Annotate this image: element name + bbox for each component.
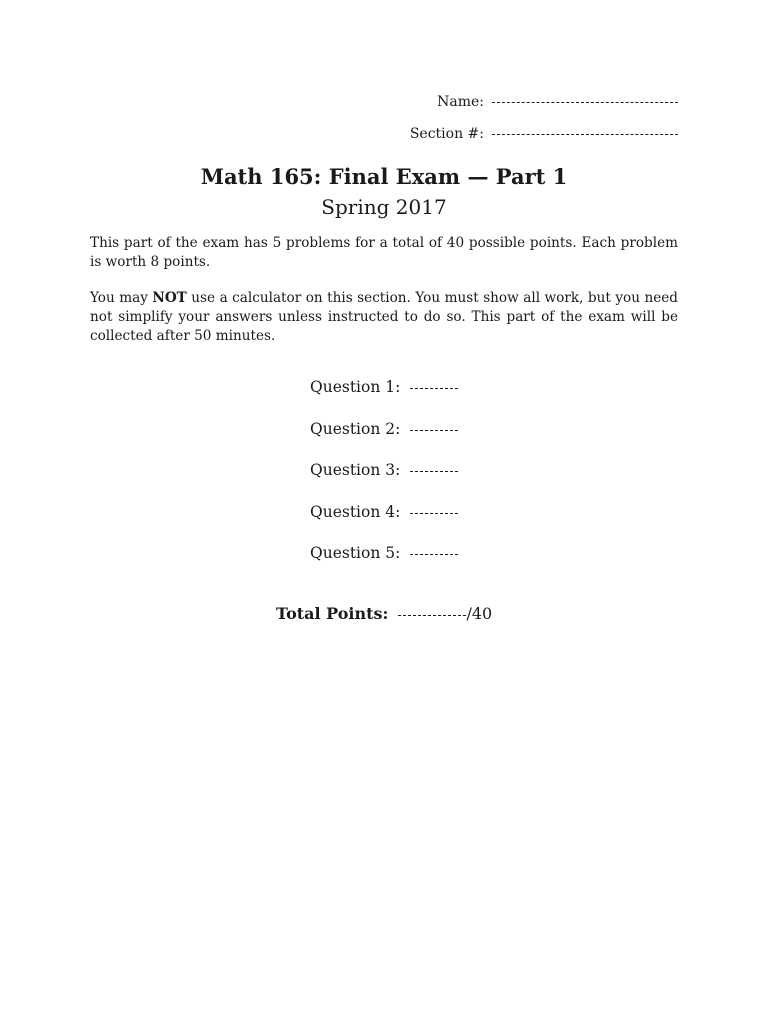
question-label: Question 1: [310, 378, 401, 396]
section-field-row [410, 126, 678, 142]
section-blank-line[interactable] [492, 133, 678, 135]
instructions-paragraph-2 [90, 289, 678, 346]
total-points-label: Total Points: [276, 604, 389, 623]
question-score-blank[interactable] [410, 470, 458, 472]
exam-subtitle: Spring 2017 [321, 195, 447, 219]
instructions-emphasis: NOT [152, 290, 187, 306]
question-score-list [310, 378, 458, 586]
question-row-4 [310, 503, 458, 545]
instructions-suffix: use a calculator on this section. You must show all work, but you need not simplify your answers unless instructed to do so. This part of the exam will be collected after 50 minutes. [90, 290, 678, 344]
exam-title: Math 165: Final Exam — Part 1 [200, 164, 568, 189]
question-score-blank[interactable] [410, 512, 458, 514]
total-points-max: /40 [466, 604, 493, 623]
question-label: Question 5: [310, 544, 401, 563]
question-row-5 [310, 544, 458, 586]
question-row-1 [310, 378, 458, 420]
question-score-blank[interactable] [410, 429, 458, 431]
question-label: Question 2: [310, 419, 401, 438]
name-field-row [437, 94, 678, 110]
question-score-blank[interactable] [410, 387, 458, 389]
instructions-prefix: You may [90, 290, 153, 306]
question-row-3 [310, 461, 458, 503]
total-points-row [276, 604, 492, 623]
instructions-paragraph-1: This part of the exam has 5 problems for a total of 40 possible points. Each problem is worth 8 points. [90, 235, 678, 270]
total-points-blank[interactable] [398, 614, 466, 616]
section-label: Section #: [409, 126, 484, 142]
question-row-2 [310, 420, 458, 462]
question-score-blank[interactable] [410, 553, 458, 555]
question-label: Question 3: [310, 461, 401, 480]
question-label: Question 4: [310, 502, 401, 521]
name-blank-line[interactable] [492, 101, 678, 103]
name-label: Name: [437, 94, 484, 110]
